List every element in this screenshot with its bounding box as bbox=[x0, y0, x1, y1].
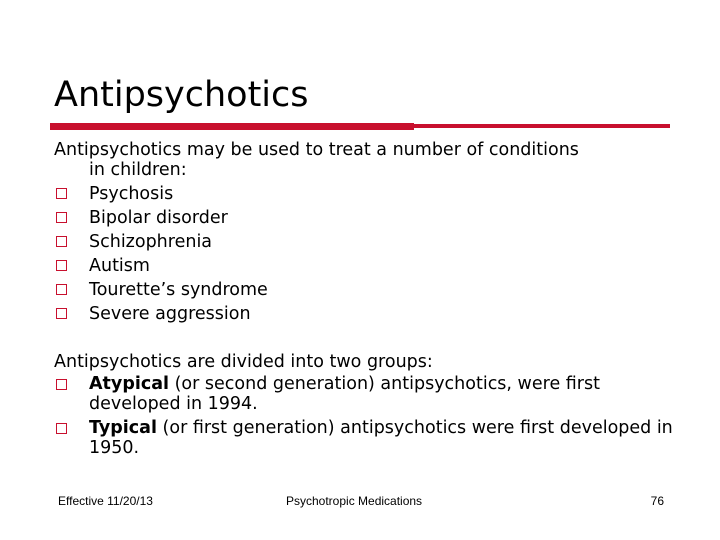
square-bullet-icon bbox=[56, 379, 67, 390]
square-bullet-icon bbox=[56, 260, 67, 271]
intro-text: Antipsychotics may be used to treat a number of conditions bbox=[54, 140, 579, 160]
slide-body bbox=[54, 138, 684, 462]
footer-date: Effective 11/20/13 bbox=[58, 494, 153, 508]
slide-title: Antipsychotics bbox=[54, 75, 309, 115]
condition-item: Severe aggression bbox=[54, 302, 684, 326]
group-item-typical bbox=[54, 418, 684, 458]
condition-item: Autism bbox=[54, 254, 684, 278]
condition-item: Bipolar disorder bbox=[54, 206, 684, 230]
condition-item: Psychosis bbox=[54, 182, 684, 206]
group-description: (or first generation) antipsychotics were first developed in 1950. bbox=[89, 418, 673, 458]
square-bullet-icon bbox=[56, 236, 67, 247]
title-underline-accent bbox=[50, 123, 414, 130]
page-number: 76 bbox=[650, 494, 664, 508]
condition-item: Schizophrenia bbox=[54, 230, 684, 254]
footer-title: Psychotropic Medications bbox=[286, 494, 423, 508]
group-item-atypical bbox=[54, 374, 684, 414]
square-bullet-icon bbox=[56, 188, 67, 199]
square-bullet-icon bbox=[56, 212, 67, 223]
condition-item: Tourette’s syndrome bbox=[54, 278, 684, 302]
title-underline-thin bbox=[414, 124, 670, 128]
intro-text-continued: in children: bbox=[89, 160, 187, 180]
square-bullet-icon bbox=[56, 308, 67, 319]
groups-list bbox=[54, 374, 684, 458]
groups-intro-text: Antipsychotics are divided into two groups: bbox=[54, 352, 433, 372]
conditions-list bbox=[54, 182, 684, 326]
group-name: Typical bbox=[89, 418, 157, 438]
square-bullet-icon bbox=[56, 284, 67, 295]
square-bullet-icon bbox=[56, 423, 67, 434]
group-description: (or second generation) antipsychotics, were first developed in 1994. bbox=[89, 374, 600, 414]
group-name: Atypical bbox=[89, 374, 170, 394]
